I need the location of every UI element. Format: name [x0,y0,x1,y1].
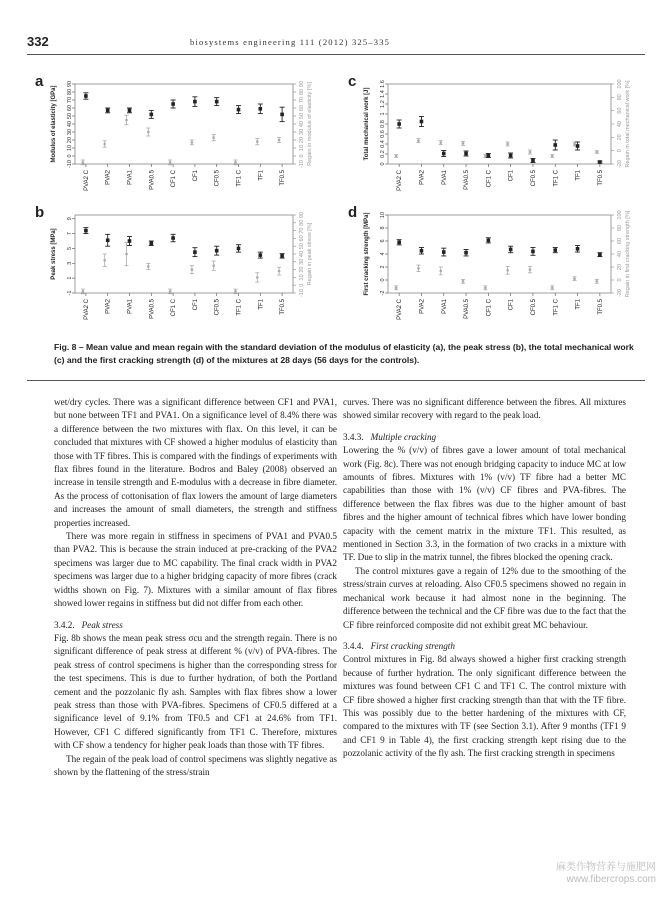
y2-tick-label: 20 [617,134,623,141]
mean-point [509,248,513,252]
y-tick-label: 1.6 [380,80,386,88]
section-number: 3.4.2. [54,619,75,630]
mean-point [576,144,580,148]
mean-point [420,120,424,124]
paragraph: curves. There was no significant difference between the fibres. All mixtures showed similar recovery with regard to the peak load. [343,397,626,421]
x-tick-label: PVA0.5 [149,299,156,319]
mean-point [259,107,263,111]
x-tick-label: PVA2 C [83,170,90,191]
regain-point [596,151,599,154]
regain-point [82,290,85,293]
y-tick-label: 1 [67,276,73,280]
mean-point [193,250,197,254]
x-tick-label: PVA1 [441,170,448,185]
regain-point [234,161,237,164]
x-tick-label: PVA2 C [83,299,90,320]
mean-point [442,250,446,254]
regain-point [125,119,128,122]
mean-point [128,239,132,243]
mean-point [531,250,535,254]
journal-header: biosystems engineering 111 (2012) 325–335 [190,37,391,47]
regain-point [125,253,128,256]
x-tick-label: TF0.5 [280,299,287,315]
y-tick-label: 2 [380,265,386,269]
y2-tick-label: 40 [299,120,305,128]
mean-point [84,94,88,98]
section-number: 3.4.4. [343,640,364,651]
y-axis-label: Total mechanical work [J] [364,87,370,161]
y2-tick-label: 60 [299,104,305,112]
regain-point [573,277,576,280]
mean-point [171,236,175,240]
regain-point [439,141,442,144]
x-tick-label: TF1 C [236,299,243,316]
mean-point [397,122,401,126]
paragraph: Lowering the % (v/v) of fibres gave a lower amount of total mechanical work (Fig. 8c). There was not enough bridging capacity to induce MC at low amounts of fibres. Mixtures with 1% (v/v) TF fibre had a better MC capabilities than those with 1% (v/v) CF fibres and PVA-fibres. The difference between the flax fibres was due to the higher amount of bast fibres and the higher amount of technical fibres which have lower bonding capacity with the cement matrix in the mixture TF1. This resulted, as mentioned in Section 3.3, in the formation of two cracks in a mixture with TF. Due to slip in the matrix tunnel, the fibres blocked the opening crack. [343,445,626,563]
mean-point [106,109,110,113]
y-tick-label: 1.2 [380,100,386,108]
y2-tick-label: 20 [299,136,305,144]
page-number: 332 [27,34,49,49]
watermark [556,862,656,886]
y2-tick-label: 40 [617,250,623,258]
y-tick-label: 70 [67,96,73,104]
y2-tick-label: -10 [299,289,305,297]
y-tick-label: 20 [67,136,73,144]
paragraph: Fig. 8b shows the mean peak stress σcu and the strength regain. There is no significant difference of peak stress at different % (v/v) of PVA-fibres. The peak stress of control specimens is higher than the corresponding stress for the test specimens. This is due to further hydration, of both the Portland cement and the pozzolanic fly ash. Samples with flax fibres show a lower peak stress than those with PVA-fibres. Specimens of CF0.5 differed at a significance level of 9.1% from TF0.5 and CF1 at 24.6% from TF1. However, CF1 C differed significantly from TF1 C. Therefore, mixtures with CF show a tendency for higher peak loads than those with TF fibres. [54,632,337,751]
y2-tick-label: 20 [299,266,305,273]
caption-rule [27,380,645,381]
regain-point [278,139,281,142]
x-tick-label: TF0.5 [280,170,287,186]
regain-point [439,270,442,273]
paragraph: wet/dry cycles. There was a significant difference between CF1 and PVA1, but none between TF1 and PVA1. On a significance level of 8.4% there was a difference between the two mixtures with flax. On this level, it can be concluded that mixtures with CF showed a higher modulus of elasticity than those with TF fibres. This is compared with the findings of experiments with flax fibres found in the literature. Bodros and Baley (2008) observed an increase in tensile strength and E-modulus with a decrease in fibre diameter. As the process of cottonisation of flax lowers the amount of large diameters and increases the amount of small diameters, the strength and stiffness properties increased. [54,397,337,528]
figure-8 [27,72,645,334]
mean-point [193,100,197,104]
mean-point [576,247,580,251]
paragraph: The regain of the peak load of control specimens was slightly negative as shown by the flattening of the stress/strain [54,753,337,777]
y2-tick-label: 20 [617,263,623,271]
regain-point [256,140,259,143]
mean-point [598,160,602,164]
paragraph: There was more regain in stiffness in specimens of PVA1 and PVA0.5 than PVA2. This is because the strain induced at pre-cracking of the PVA2 specimens was larger due to MC capability. The final crack width in PVA2 specimens was larger due to a higher bridging capacity of more fibres (crack widths shown on Fig. 7). Mixtures with a similar amount of flax fibres showed lower regains in stiffness but did not differ from each other. [54,531,337,609]
mean-point [150,113,154,117]
y2-tick-label: 30 [299,258,305,265]
y2-axis-label: Regain in total mechanical work [%] [625,80,631,168]
mean-point [280,113,284,117]
regain-point [462,142,465,145]
x-tick-label: PVA2 C [397,299,404,320]
x-tick-label: PVA2 [419,170,426,185]
y-tick-label: 0.4 [380,140,386,148]
y-tick-label: 10 [380,211,386,219]
y2-tick-label: 40 [617,120,623,128]
panel-letter: d [348,204,358,221]
y2-tick-label: 60 [617,237,623,245]
regain-point [395,287,398,290]
regain-point [551,155,554,158]
regain-point [484,155,487,158]
figure-8-plots [27,72,645,334]
mean-point [531,159,535,163]
mean-point [464,152,468,156]
section-title: Peak stress [81,619,123,630]
x-tick-label: PVA0.5 [464,299,471,319]
x-tick-label: PVA2 [419,299,426,314]
y2-tick-label: -20 [617,289,623,297]
y2-tick-label: 90 [299,211,305,219]
mean-point [128,109,132,113]
regain-point [506,143,509,146]
y2-tick-label: 60 [299,235,305,242]
y2-axis-label: Regain in peak stress [%] [307,222,313,286]
x-tick-label: CF0.5 [530,170,537,187]
x-tick-label: CF0.5 [214,299,221,316]
regain-point [191,268,194,271]
x-tick-label: PVA2 [105,299,112,314]
panel-letter: b [35,204,45,221]
regain-point [147,265,150,268]
paragraph: Control mixtures in Fig. 8d always showed a higher first cracking strength because of further hydration. The only significant difference between the mixtures was found between CF1 C and TF1 C. The control mixture with CF fibre showed a higher first cracking strength than that with the TF fibre. This was possibly due to the better hardening of the mixtures with CF, compared to the mixtures with TF (see Section 3.1). After 9 months (TF1 9 and CF1 9 in Table 4), the first cracking strength kept rising due to the pozzolanic activity of the fly ash. The first cracking strength in specimens [343,654,626,759]
x-tick-label: TF0.5 [597,170,604,186]
x-tick-label: PVA0.5 [149,170,156,190]
y2-axis-label: Regain in first cracking strength [%] [625,210,631,298]
mean-point [237,108,241,112]
y-axis-label: First cracking strength [MPa] [364,212,370,296]
x-tick-label: PVA1 [441,299,448,314]
y-tick-label: 9 [67,217,73,221]
y2-tick-label: 60 [617,107,623,114]
y-tick-label: 0 [67,154,73,158]
header-rule [27,54,645,55]
x-tick-label: TF1 [575,299,582,310]
mean-point [509,154,513,158]
mean-point [106,238,110,242]
y-tick-label: 1 [380,112,386,116]
regain-point [484,287,487,290]
y-tick-label: 1.4 [380,90,386,98]
regain-point [395,155,398,158]
regain-point [234,290,237,293]
y-tick-label: 80 [67,88,73,96]
mean-point [464,251,468,255]
y-tick-label: 10 [67,144,73,152]
x-tick-label: CF0.5 [214,170,221,187]
y2-tick-label: 70 [299,227,305,234]
y-tick-label: 0 [380,162,386,166]
mean-point [487,239,491,243]
x-tick-label: CF1 C [171,170,178,188]
mean-point [150,241,154,245]
x-tick-label: CF1 [508,299,515,311]
y-tick-label: 6 [380,239,386,243]
mean-point [215,100,219,104]
y-tick-label: 90 [67,80,73,88]
x-tick-label: TF1 C [553,299,560,316]
y-tick-label: 30 [67,128,73,136]
regain-point [506,269,509,272]
mean-point [397,241,401,245]
section-number: 3.4.3. [343,431,364,442]
mean-point [215,249,219,253]
y-tick-label: 60 [67,104,73,112]
regain-point [169,161,172,164]
regain-point [529,268,532,271]
x-tick-label: TF1 [258,170,265,181]
y2-tick-label: -20 [617,160,623,168]
regain-point [103,259,106,262]
mean-point [553,143,557,147]
y-tick-label: -2 [380,290,386,296]
x-tick-label: CF1 C [486,299,493,317]
regain-point [417,267,420,270]
x-tick-label: PVA2 C [397,170,404,191]
y2-axis-label: Regain in modulus of elasticity [%] [307,82,313,166]
y2-tick-label: 0 [617,278,623,282]
y-axis-label: Modulus of elasticity [GPa] [51,85,57,163]
regain-point [462,280,465,283]
x-tick-label: CF1 [192,299,199,311]
regain-point [212,264,215,267]
y-axis-label: Peak stress [MPa] [51,228,57,280]
x-tick-label: CF1 C [171,299,178,317]
y-tick-label: 4 [380,252,386,256]
regain-point [417,139,420,142]
mean-point [442,152,446,156]
section-title: First cracking strength [370,640,455,651]
x-tick-label: PVA1 [127,170,134,185]
y-tick-label: 0 [380,278,386,282]
y2-tick-label: 40 [299,250,305,258]
regain-point [169,290,172,293]
regain-point [573,143,576,146]
y-tick-label: 50 [67,112,73,120]
section-heading [54,619,337,632]
y-tick-label: -1 [67,290,73,296]
panel-letter: c [348,73,357,90]
mean-point [487,154,491,158]
mean-point [171,102,175,106]
y2-tick-label: 50 [299,112,305,120]
section-title: Multiple cracking [370,431,437,442]
regain-point [103,143,106,146]
mean-point [420,249,424,253]
y-tick-label: 40 [67,120,73,128]
x-tick-label: CF1 [508,170,515,182]
x-tick-label: PVA0.5 [464,170,471,190]
y-tick-label: 0.6 [380,130,386,138]
paragraph: The control mixtures gave a regain of 12% due to the smoothing of the stress/strain curves at reloading. Also CF0.5 specimens showed no regain in mechanical work because it had almost none in the beginning. The difference between the technical and the CF fibre was due to the fact that the CF fibre reinforced composite did not exhibit great MC behaviour. [343,565,626,630]
y-tick-label: 5 [67,246,73,250]
y-tick-label: 7 [67,232,73,236]
y2-tick-label: 0 [617,149,623,153]
mean-point [259,253,263,257]
x-tick-label: TF1 [575,170,582,181]
watermark-line: www.fibercrops.com [566,874,656,885]
y2-tick-label: 10 [299,274,305,281]
y2-tick-label: -10 [299,160,305,168]
y-tick-label: 8 [380,226,386,230]
x-tick-label: CF1 [192,170,199,182]
y2-tick-label: 90 [299,80,305,88]
watermark-line: 麻类作物营养与施肥网 [556,862,656,873]
x-tick-label: TF0.5 [597,299,604,315]
y2-tick-label: 50 [299,243,305,250]
x-tick-label: TF1 [258,299,265,310]
x-tick-label: PVA2 [105,170,112,185]
mean-point [237,247,241,251]
y-tick-label: 3 [67,261,73,265]
y-tick-label: 0.2 [380,150,386,158]
regain-point [551,287,554,290]
regain-point [82,161,85,164]
y2-tick-label: 100 [617,210,623,220]
left-column [54,396,337,779]
x-tick-label: PVA1 [127,299,134,314]
y2-tick-label: 30 [299,128,305,136]
y2-tick-label: 0 [299,154,305,158]
mean-point [598,253,602,257]
mean-point [280,254,284,258]
x-tick-label: CF0.5 [530,299,537,316]
y-tick-label: -10 [67,160,73,168]
mean-point [553,248,557,252]
regain-point [191,141,194,144]
right-column [343,396,626,761]
regain-point [212,136,215,139]
y-tick-label: 0.8 [380,120,386,128]
section-heading [343,640,626,653]
y2-tick-label: 80 [299,88,305,96]
x-tick-label: CF1 C [486,170,493,188]
figure-caption: Fig. 8 – Mean value and mean regain with the standard deviation of the modulus of elasticity (a), the peak stress (b), the total mechanical work (c) and the first cracking strength (d) of the mixtures at 28 days (56 days for the controls). [54,342,634,365]
y2-tick-label: 0 [299,283,305,287]
y2-tick-label: 10 [299,144,305,152]
y2-tick-label: 100 [617,79,623,89]
section-heading [343,431,626,444]
panel-letter: a [35,73,44,90]
x-tick-label: TF1 C [553,170,560,187]
x-tick-label: TF1 C [236,170,243,187]
y2-tick-label: 80 [617,94,623,101]
regain-point [278,270,281,273]
regain-point [596,280,599,283]
y2-tick-label: 70 [299,96,305,104]
regain-point [529,151,532,154]
regain-point [147,131,150,134]
plot-frame [75,84,293,164]
y2-tick-label: 80 [617,224,623,232]
y2-tick-label: 80 [299,219,305,226]
regain-point [256,276,259,279]
mean-point [84,229,88,233]
